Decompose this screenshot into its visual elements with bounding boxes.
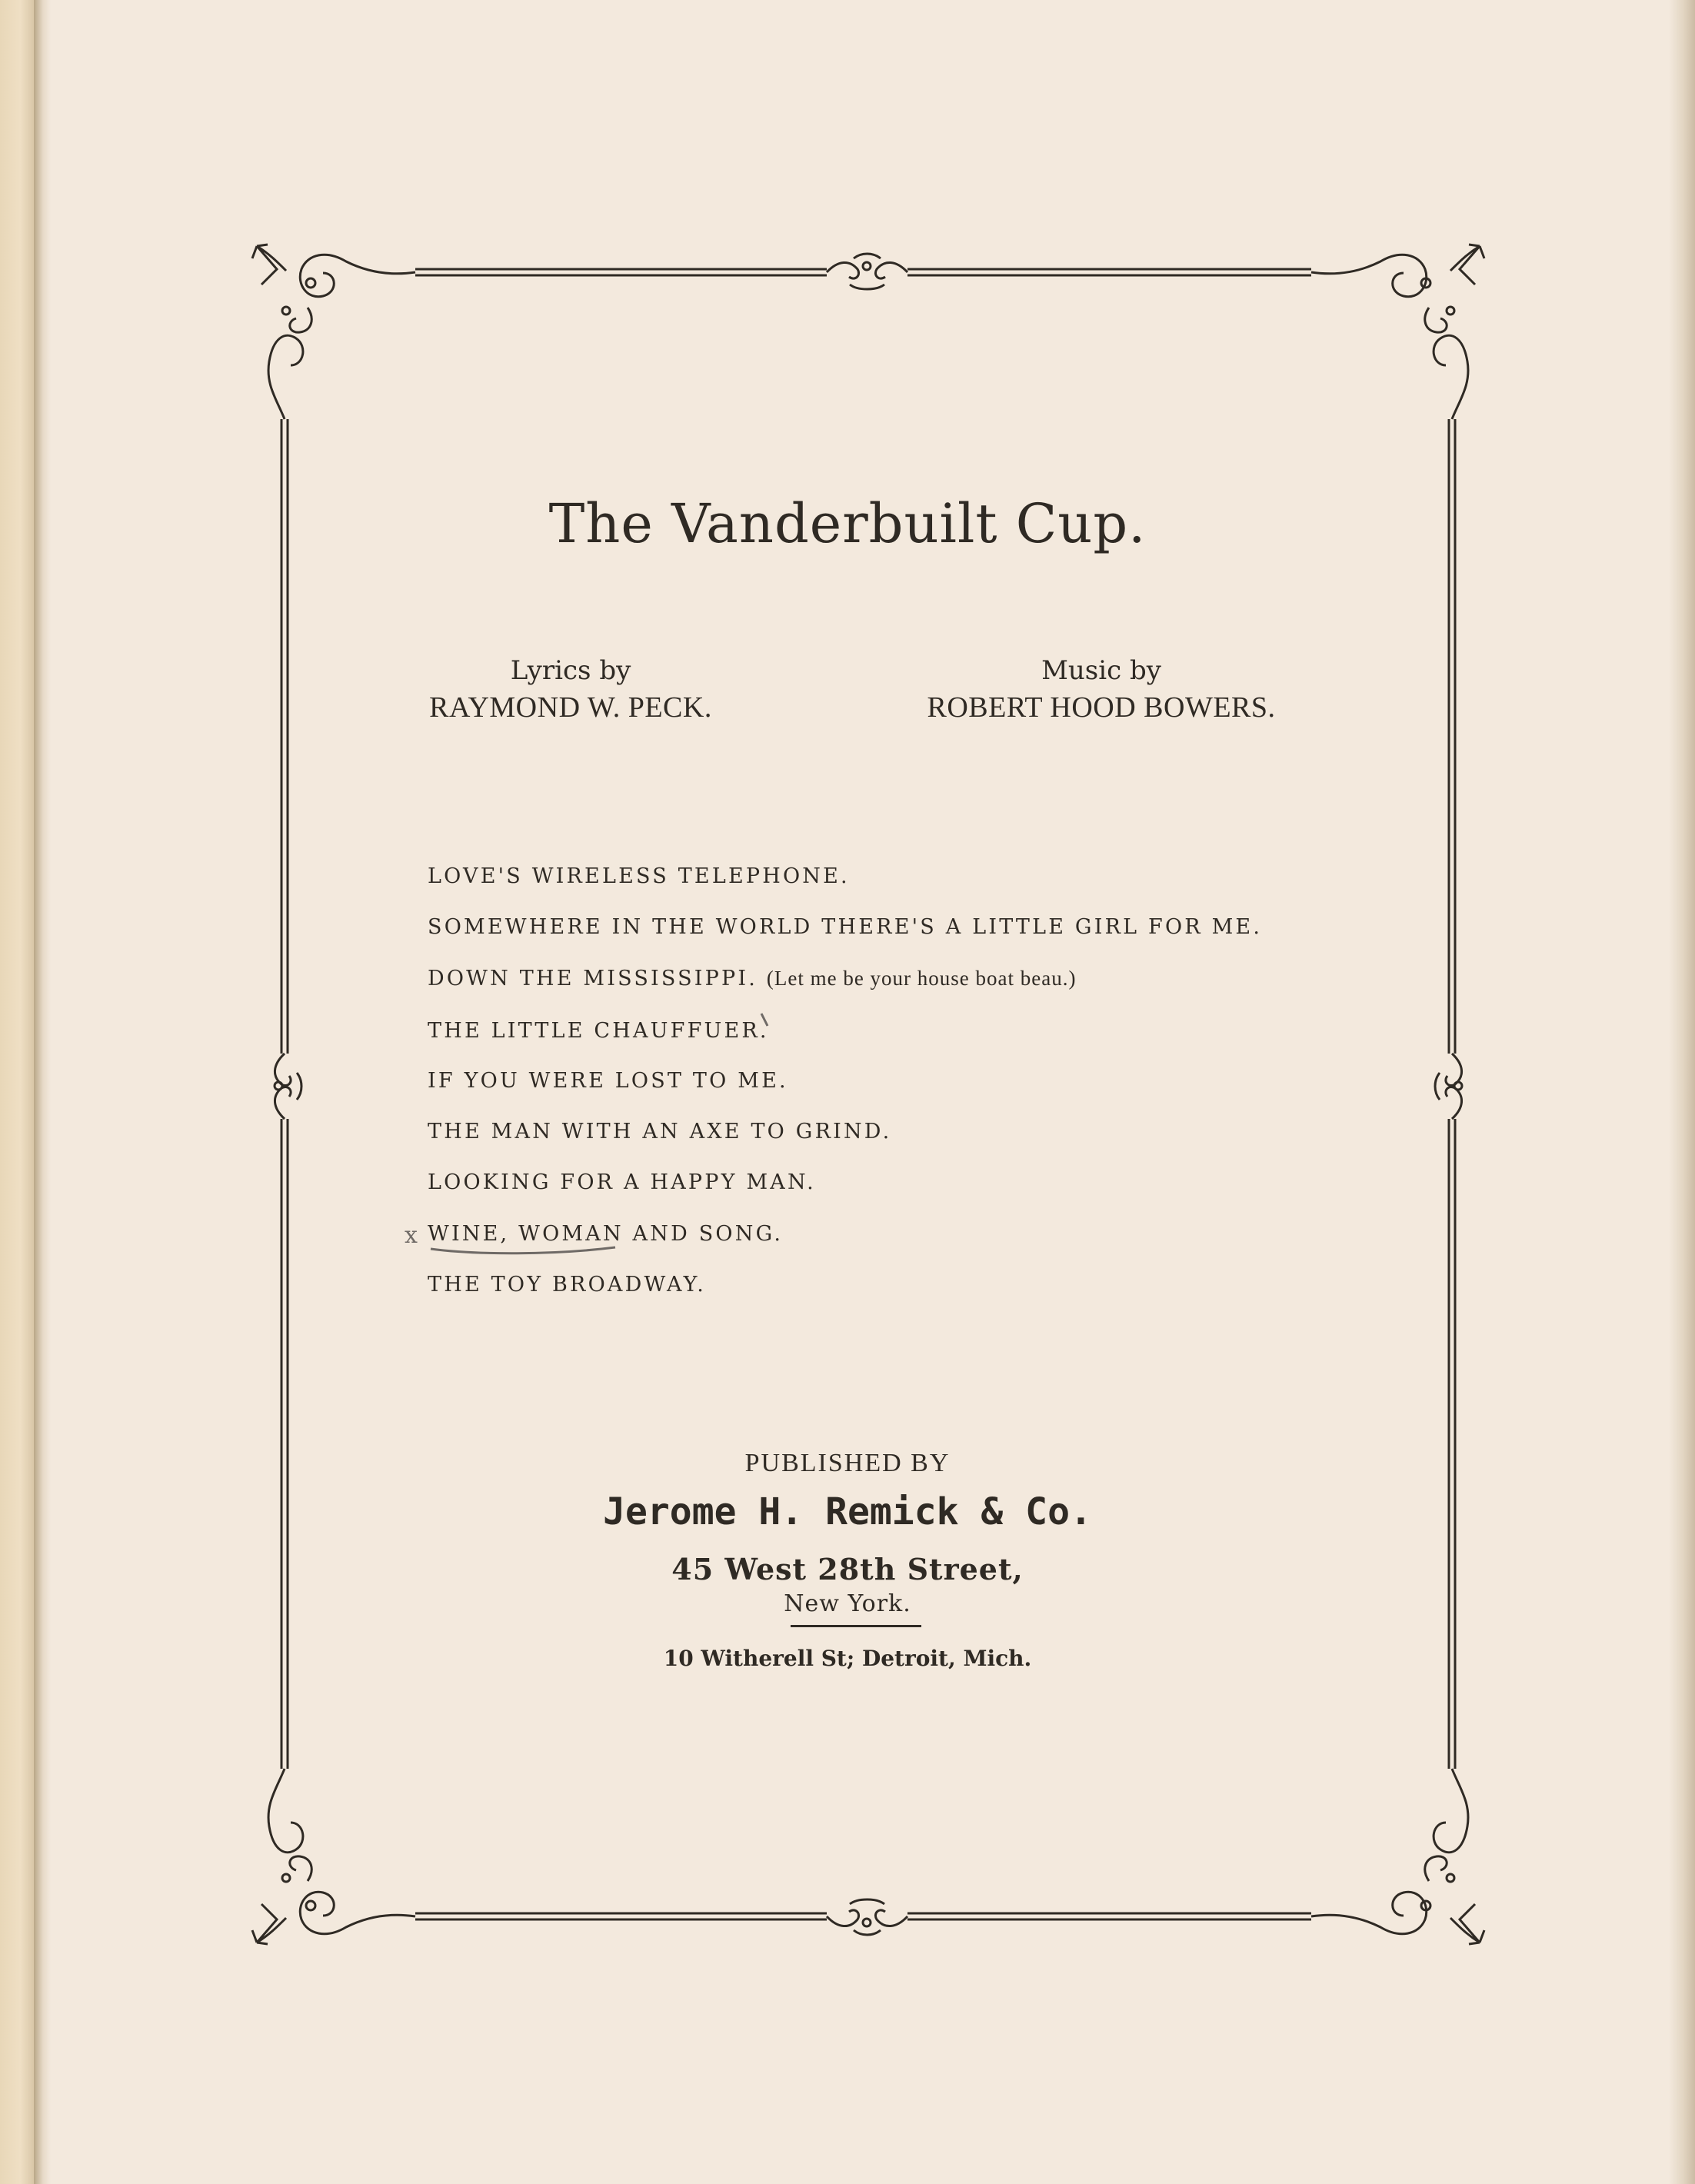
lyrics-credit-label: Lyrics by (510, 655, 631, 686)
publisher-street: 45 West 28th Street, (671, 1552, 1024, 1586)
top-center-ornament (827, 254, 907, 289)
song-title: LOOKING FOR A HAPPY MAN. (428, 1170, 816, 1194)
bottom-left-corner-ornament (252, 1769, 415, 1944)
bottom-center-ornament (827, 1899, 907, 1935)
bottom-right-corner-ornament (1311, 1769, 1484, 1944)
publisher-branch-address: 10 Witherell St; Detroit, Mich. (663, 1646, 1032, 1671)
top-right-corner-ornament (1311, 245, 1484, 419)
song-item (428, 967, 1076, 990)
song-title: DOWN THE MISSISSIPPI. (428, 967, 758, 990)
lyricist-name: RAYMOND W. PECK. (429, 691, 712, 724)
song-title: THE LITTLE CHAUFFUER. (428, 1019, 769, 1043)
song-title: THE MAN WITH AN AXE TO GRIND. (428, 1120, 892, 1144)
right-center-ornament (1435, 1054, 1462, 1119)
page-title: The Vanderbuilt Cup. (548, 492, 1147, 555)
song-title: LOVE'S WIRELESS TELEPHONE. (428, 864, 850, 888)
top-left-corner-ornament (252, 245, 415, 419)
publisher-name: Jerome H. Remick & Co. (603, 1490, 1092, 1533)
song-title: IF YOU WERE LOST TO ME. (428, 1069, 788, 1093)
song-title: SOMEWHERE IN THE WORLD THERE'S A LITTLE GIRL FOR ME. (428, 915, 1263, 939)
published-by-label: PUBLISHED BY (744, 1449, 951, 1477)
left-center-ornament (275, 1054, 301, 1119)
publisher-city: New York. (784, 1590, 911, 1617)
composer-name: ROBERT HOOD BOWERS. (927, 691, 1276, 724)
song-subtitle: (Let me be your house boat beau.) (766, 967, 1077, 990)
divider (791, 1625, 921, 1627)
song-title: THE TOY BROADWAY. (428, 1273, 706, 1297)
music-credit-label: Music by (1041, 655, 1161, 686)
pencil-x-mark: x (405, 1222, 418, 1249)
song-title: WINE, WOMAN AND SONG. (428, 1222, 784, 1246)
